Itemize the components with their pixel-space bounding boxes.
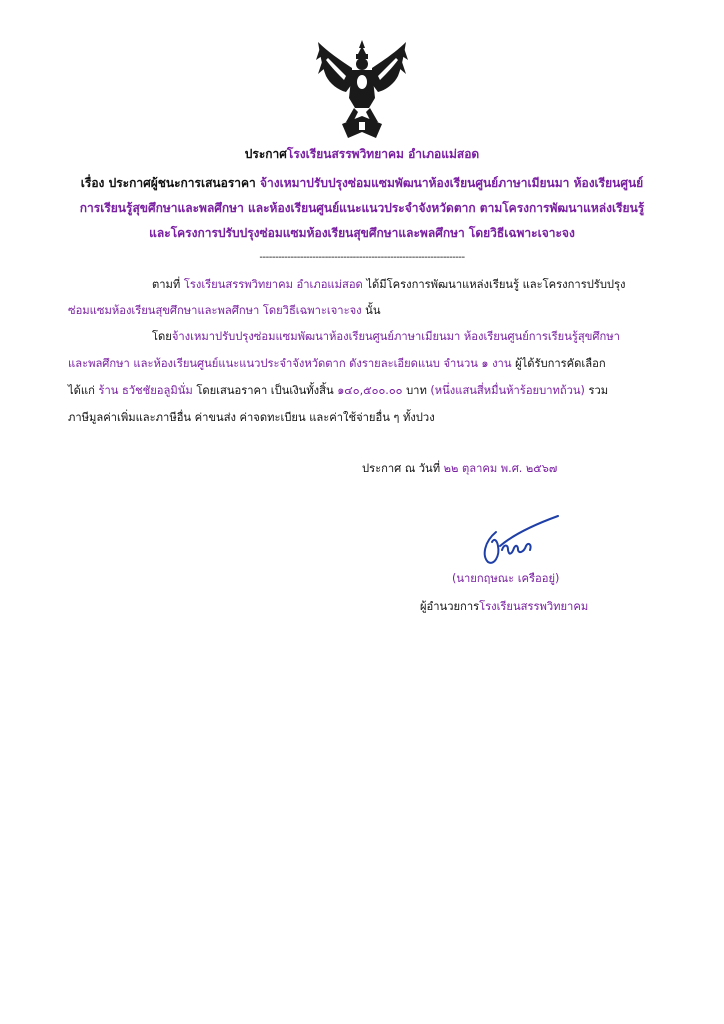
signer-position: ผู้อำนวยการ (420, 600, 480, 613)
announcement-date (362, 460, 557, 478)
signature-icon (466, 512, 566, 570)
p2-price-words: (หนึ่งแสนสี่หมื่นห้าร้อยบาทถ้วน) (430, 384, 585, 397)
announcement-title (40, 145, 684, 163)
p1-school-name: โรงเรียนสรรพวิทยาคม อำเภอแม่สอด (183, 278, 363, 291)
subject-line-3: และโครงการปรับปรุงซ่อมแซมห้องเรียนสุขศึกษาและพลศึกษา โดยวิธีเฉพาะเจาะจง (149, 226, 575, 240)
p2-job-name-cont: และพลศึกษา และห้องเรียนศูนย์แนะแนวประจำจังหวัดตาก ดังรายละเอียดแนบ จำนวน ๑ งาน (68, 357, 512, 370)
p1-text-c: ได้มีโครงการพัฒนาแหล่งเรียนรู้ และโครงการปรับปรุง (366, 278, 626, 291)
p2-winner-name: ร้าน ธวัชชัยอลูมินั่ม (98, 384, 193, 397)
garuda-emblem-icon (312, 38, 412, 142)
signer-name: (นายกฤษณะ เครืออยู่) (452, 572, 560, 585)
paragraph-2-line-1 (152, 328, 620, 346)
p2-selected-label: ผู้ได้รับการคัดเลือก (515, 357, 606, 370)
subject-line-2: การเรียนรู้สุขศึกษาและพลศึกษา และห้องเรียนศูนย์แนะแนวประจำจังหวัดตาก ตามโครงการพัฒนาแหล่งเรียนรู้ (79, 201, 645, 215)
p2-text-a: โดย (152, 330, 172, 343)
p2-price-amount: ๑๔๐,๕๐๐.๐๐ (337, 384, 403, 397)
paragraph-2-line-4: ภาษีมูลค่าเพิ่มและภาษีอื่น ค่าขนส่ง ค่าจดทะเบียน และค่าใช้จ่ายอื่น ๆ ทั้งปวง (68, 411, 435, 424)
separator-line: ------------------------------------------------------------------ (259, 252, 465, 263)
p2-price-unit: บาท (406, 384, 427, 397)
paragraph-1-line-2 (68, 302, 380, 320)
paragraph-2-line-2 (68, 355, 606, 373)
subject-label: เรื่อง ประกาศผู้ชนะการเสนอราคา (80, 176, 256, 190)
p1-text-a: ตามที่ (152, 278, 181, 291)
p1-project-name: ซ่อมแซมห้องเรียนสุขศึกษาและพลศึกษา โดยวิธีเฉพาะเจาะจง (68, 304, 362, 317)
signer-school: โรงเรียนสรรพวิทยาคม (479, 600, 589, 613)
signer-title (420, 598, 588, 616)
title-school: โรงเรียนสรรพวิทยาคม อำเภอแม่สอด (286, 147, 480, 161)
p2-job-name: จ้างเหมาปรับปรุงซ่อมแซมพัฒนาห้องเรียนศูนย์ภาษาเมียนมา ห้องเรียนศูนย์การเรียนรู้สุขศึกษา (171, 330, 620, 343)
p2-price-label: โดยเสนอราคา เป็นเงินทั้งสิ้น (196, 384, 334, 397)
paragraph-1-line-1 (152, 276, 626, 294)
p2-winner-label: ได้แก่ (68, 384, 95, 397)
p1-text-end: นั้น (365, 304, 381, 317)
date-value: ๒๒ ตุลาคม พ.ศ. ๒๕๖๗ (443, 462, 558, 475)
subject-text-1: จ้างเหมาปรับปรุงซ่อมแซมพัฒนาห้องเรียนศูนย์ภาษาเมียนมา ห้องเรียนศูนย์ (259, 176, 644, 190)
date-label: ประกาศ ณ วันที่ (362, 462, 441, 475)
paragraph-2-line-3 (68, 382, 608, 400)
subject-line-1 (40, 174, 684, 192)
title-prefix: ประกาศ (244, 147, 287, 161)
p2-total-label: รวม (588, 384, 609, 397)
